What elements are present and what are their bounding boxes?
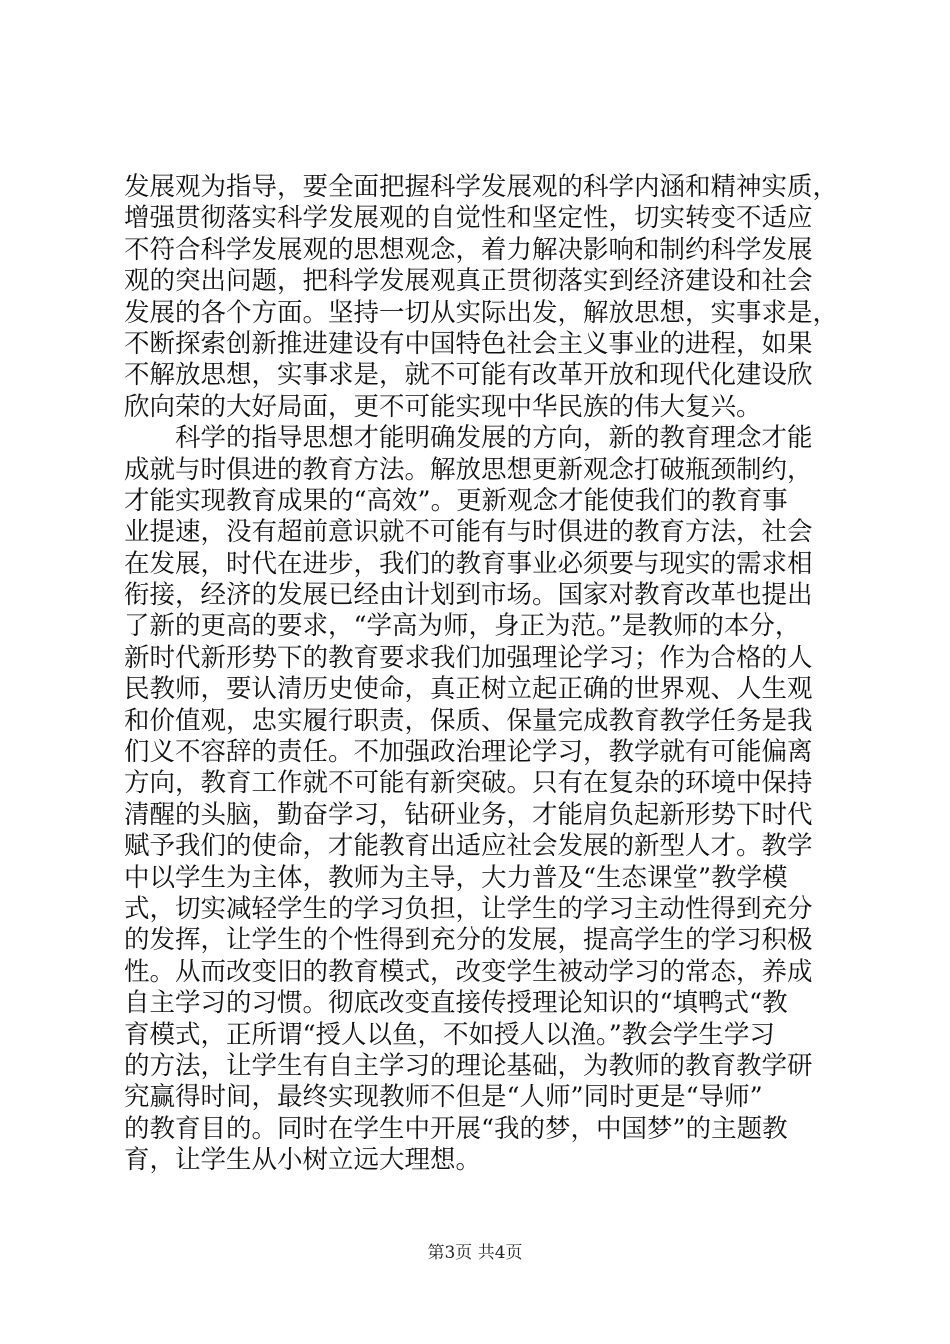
page-footer bbox=[0, 1238, 950, 1263]
text-line: 和价值观，忠实履行职责，保质、保量完成教育教学任务是我 bbox=[124, 705, 813, 736]
text-line: 增强贯彻落实科学发展观的自觉性和坚定性，切实转变不适应 bbox=[124, 203, 813, 234]
text-line: 的发挥，让学生的个性得到充分的发展，提高学生的学习积极 bbox=[124, 925, 813, 956]
text-line: 不解放思想，实事求是，就不可能有改革开放和现代化建设欣 bbox=[124, 360, 813, 391]
text-line: 在发展，时代在进步，我们的教育事业必须要与现实的需求相 bbox=[124, 548, 813, 579]
text-line: 科学的指导思想才能明确发展的方向，新的教育理念才能 bbox=[124, 423, 813, 454]
text-line: 清醒的头脑，勤奋学习，钻研业务，才能肩负起新形势下时代 bbox=[124, 799, 813, 830]
text-line: 式，切实减轻学生的学习负担，让学生的学习主动性得到充分 bbox=[124, 893, 813, 924]
text-line: 衔接，经济的发展已经由计划到市场。国家对教育改革也提出 bbox=[124, 580, 813, 611]
text-line: 了新的更高的要求，“学高为师，身正为范。”是教师的本分， bbox=[124, 611, 801, 642]
text-line: 观的突出问题，把科学发展观真正贯彻落实到经济建设和社会 bbox=[124, 266, 813, 297]
text-line: 方向，教育工作就不可能有新突破。只有在复杂的环境中保持 bbox=[124, 768, 813, 799]
text-line: 自主学习的习惯。彻底改变直接传授理论知识的“填鸭式“教 bbox=[124, 988, 788, 1019]
page-number-label: 第3页 共4页 bbox=[427, 1243, 523, 1263]
text-line: 民教师，要认清历史使命，真正树立起正确的世界观、人生观 bbox=[124, 674, 813, 705]
text-line: 发展的各个方面。坚持一切从实际出发，解放思想，实事求是， bbox=[124, 297, 839, 328]
text-line: 育，让学生从小树立远大理想。 bbox=[124, 1145, 482, 1176]
text-line: 赋予我们的使命，才能教育出适应社会发展的新型人才。教学 bbox=[124, 831, 813, 862]
text-line: 不符合科学发展观的思想观念，着力解决影响和制约科学发展 bbox=[124, 234, 813, 265]
text-line: 的教育目的。同时在学生中开展“我的梦，中国梦”的主题教 bbox=[124, 1113, 788, 1144]
text-line: 性。从而改变旧的教育模式，改变学生被动学习的常态，养成 bbox=[124, 956, 813, 987]
text-line: 的方法，让学生有自主学习的理论基础，为教师的教育教学研 bbox=[124, 1050, 813, 1081]
text-line: 发展观为指导，要全面把握科学发展观的科学内涵和精神实质， bbox=[124, 172, 839, 202]
text-line: 中以学生为主体，教师为主导，大力普及“生态课堂”教学模 bbox=[124, 862, 788, 893]
text-line: 欣向荣的大好局面，更不可能实现中华民族的伟大复兴。 bbox=[124, 391, 762, 422]
text-line: 们义不容辞的责任。不加强政治理论学习，教学就有可能偏离 bbox=[124, 737, 813, 768]
text-line: 不断探索创新推进建设有中国特色社会主义事业的进程，如果 bbox=[124, 328, 813, 359]
text-line: 究赢得时间，最终实现教师不但是“人师”同时更是“导师” bbox=[124, 1082, 763, 1113]
text-line: 育模式，正所谓“授人以鱼，不如授人以渔。”教会学生学习 bbox=[124, 1019, 775, 1050]
text-line: 新时代新形势下的教育要求我们加强理论学习；作为合格的人 bbox=[124, 642, 813, 673]
body-text bbox=[124, 172, 864, 1177]
text-line: 成就与时俱进的教育方法。解放思想更新观念打破瓶颈制约， bbox=[124, 454, 813, 485]
text-line: 才能实现教育成果的“高效”。更新观念才能使我们的教育事 bbox=[124, 485, 788, 516]
text-line: 业提速，没有超前意识就不可能有与时俱进的教育方法，社会 bbox=[124, 517, 813, 548]
